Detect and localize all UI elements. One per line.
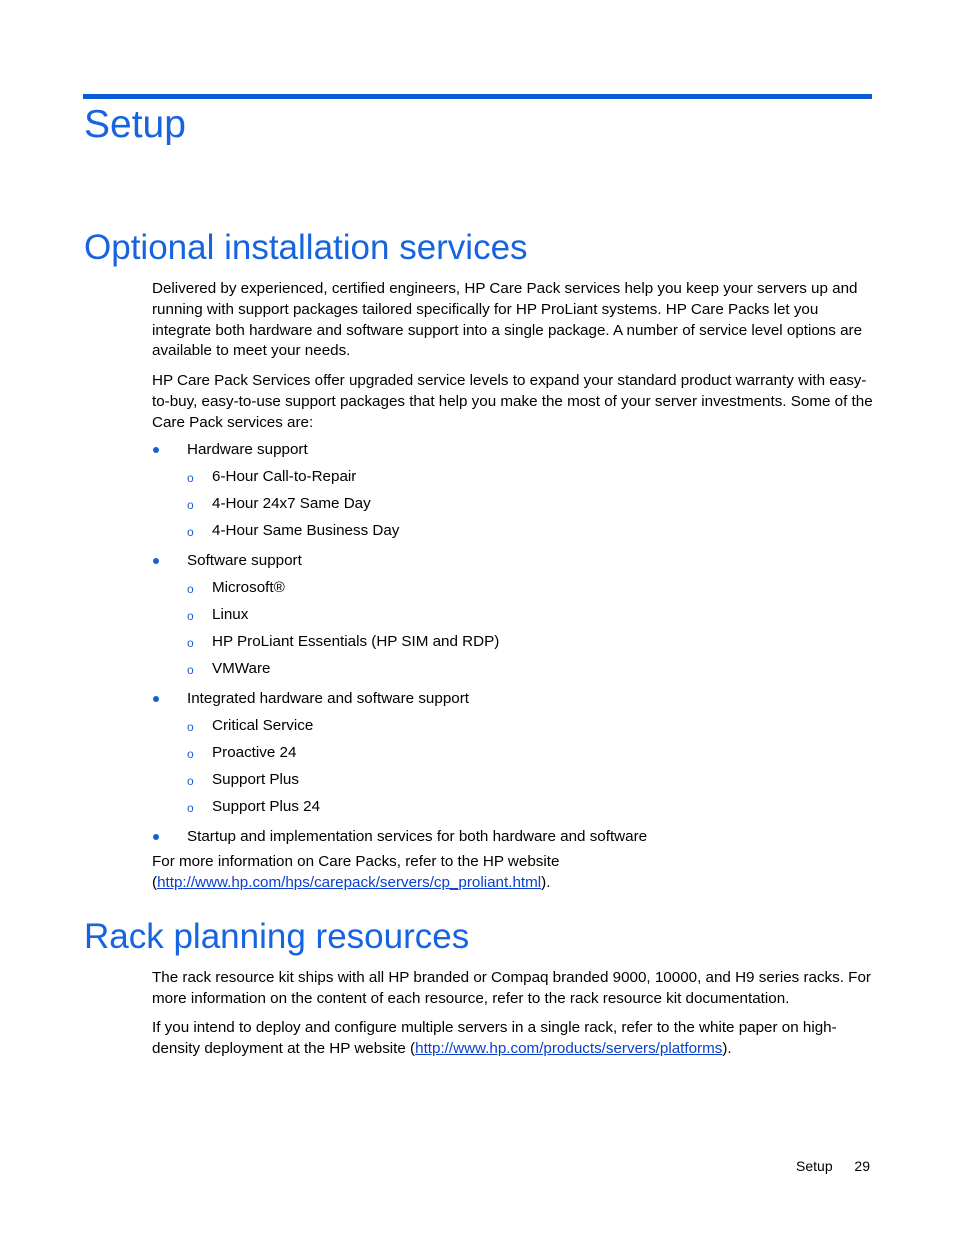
paragraph-rack-resource-kit: The rack resource kit ships with all HP branded or Compaq branded 9000, 10000, and H9 series racks. For more information on the content of each resource, refer to the rack resource kit documentation. (152, 969, 871, 1007)
filled-circle-bullet-icon (153, 447, 159, 453)
chapter-title: Setup (84, 103, 186, 146)
service-option: 6-Hour Call-to-Repair (212, 468, 357, 485)
hollow-circle-bullet-icon: o (187, 720, 194, 734)
hollow-circle-bullet-icon: o (187, 525, 194, 539)
service-category: Software support (187, 552, 302, 569)
more-info-open-paren: ( (152, 873, 158, 891)
service-option: HP ProLiant Essentials (HP SIM and RDP) (212, 633, 500, 650)
hollow-circle-bullet-icon: o (187, 498, 194, 512)
footer-section: Setup (796, 1158, 833, 1174)
service-option: 4-Hour 24x7 Same Day (212, 495, 371, 512)
platforms-link[interactable]: http://www.hp.com/products/servers/platforms (415, 1039, 723, 1057)
care-pack-link[interactable]: http://www.hp.com/hps/carepack/servers/cp_proliant.html (157, 873, 542, 891)
heading-rack-planning-resources: Rack planning resources (84, 917, 470, 956)
hollow-circle-bullet-icon: o (187, 801, 194, 815)
service-option: Linux (212, 606, 249, 623)
chapter-rule (83, 94, 872, 99)
service-option: 4-Hour Same Business Day (212, 522, 400, 539)
paragraph-care-pack-intro: Delivered by experienced, certified engineers, HP Care Pack services help you keep your servers up and running with support packages tailored specifically for HP ProLiant systems. HP Care Packs let you integrate both hardware and software support into a single package. A number of service level options are available to meet your needs. (152, 280, 863, 360)
service-option: Microsoft® (212, 579, 285, 596)
paragraph-more-info (152, 852, 874, 894)
hollow-circle-bullet-icon: o (187, 636, 194, 650)
more-info-text: For more information on Care Packs, refer to the HP website (152, 853, 560, 870)
hollow-circle-bullet-icon: o (187, 663, 194, 677)
page-number: 29 (854, 1158, 870, 1174)
service-option: Critical Service (212, 717, 314, 734)
hollow-circle-bullet-icon: o (187, 774, 194, 788)
hollow-circle-bullet-icon: o (187, 471, 194, 485)
white-paper-suffix: ). (722, 1039, 732, 1057)
hollow-circle-bullet-icon: o (187, 747, 194, 761)
service-option: Support Plus (212, 771, 299, 788)
heading-optional-installation-services: Optional installation services (84, 228, 528, 267)
service-category: Integrated hardware and software support (187, 690, 469, 707)
hollow-circle-bullet-icon: o (187, 609, 194, 623)
service-option: VMWare (212, 660, 271, 677)
filled-circle-bullet-icon (153, 558, 159, 564)
more-info-close-paren: ). (541, 873, 551, 891)
paragraph-white-paper (152, 1018, 874, 1060)
white-paper-text: If you intend to deploy and configure multiple servers in a single rack, refer to the white paper on high-density deployment at the HP website ( (152, 1019, 837, 1057)
paragraph-care-pack-services: HP Care Pack Services offer upgraded service levels to expand your standard product warranty with easy-to-buy, easy-to-use support packages that help you make the most of your server investments. Some of the Care Pack services are: (152, 372, 873, 431)
filled-circle-bullet-icon (153, 696, 159, 702)
service-category: Startup and implementation services for both hardware and software (187, 828, 648, 845)
service-option: Support Plus 24 (212, 798, 321, 815)
hollow-circle-bullet-icon: o (187, 582, 194, 596)
service-option: Proactive 24 (212, 744, 297, 761)
filled-circle-bullet-icon (153, 834, 159, 840)
service-category: Hardware support (187, 441, 308, 458)
page-footer (796, 1158, 870, 1174)
